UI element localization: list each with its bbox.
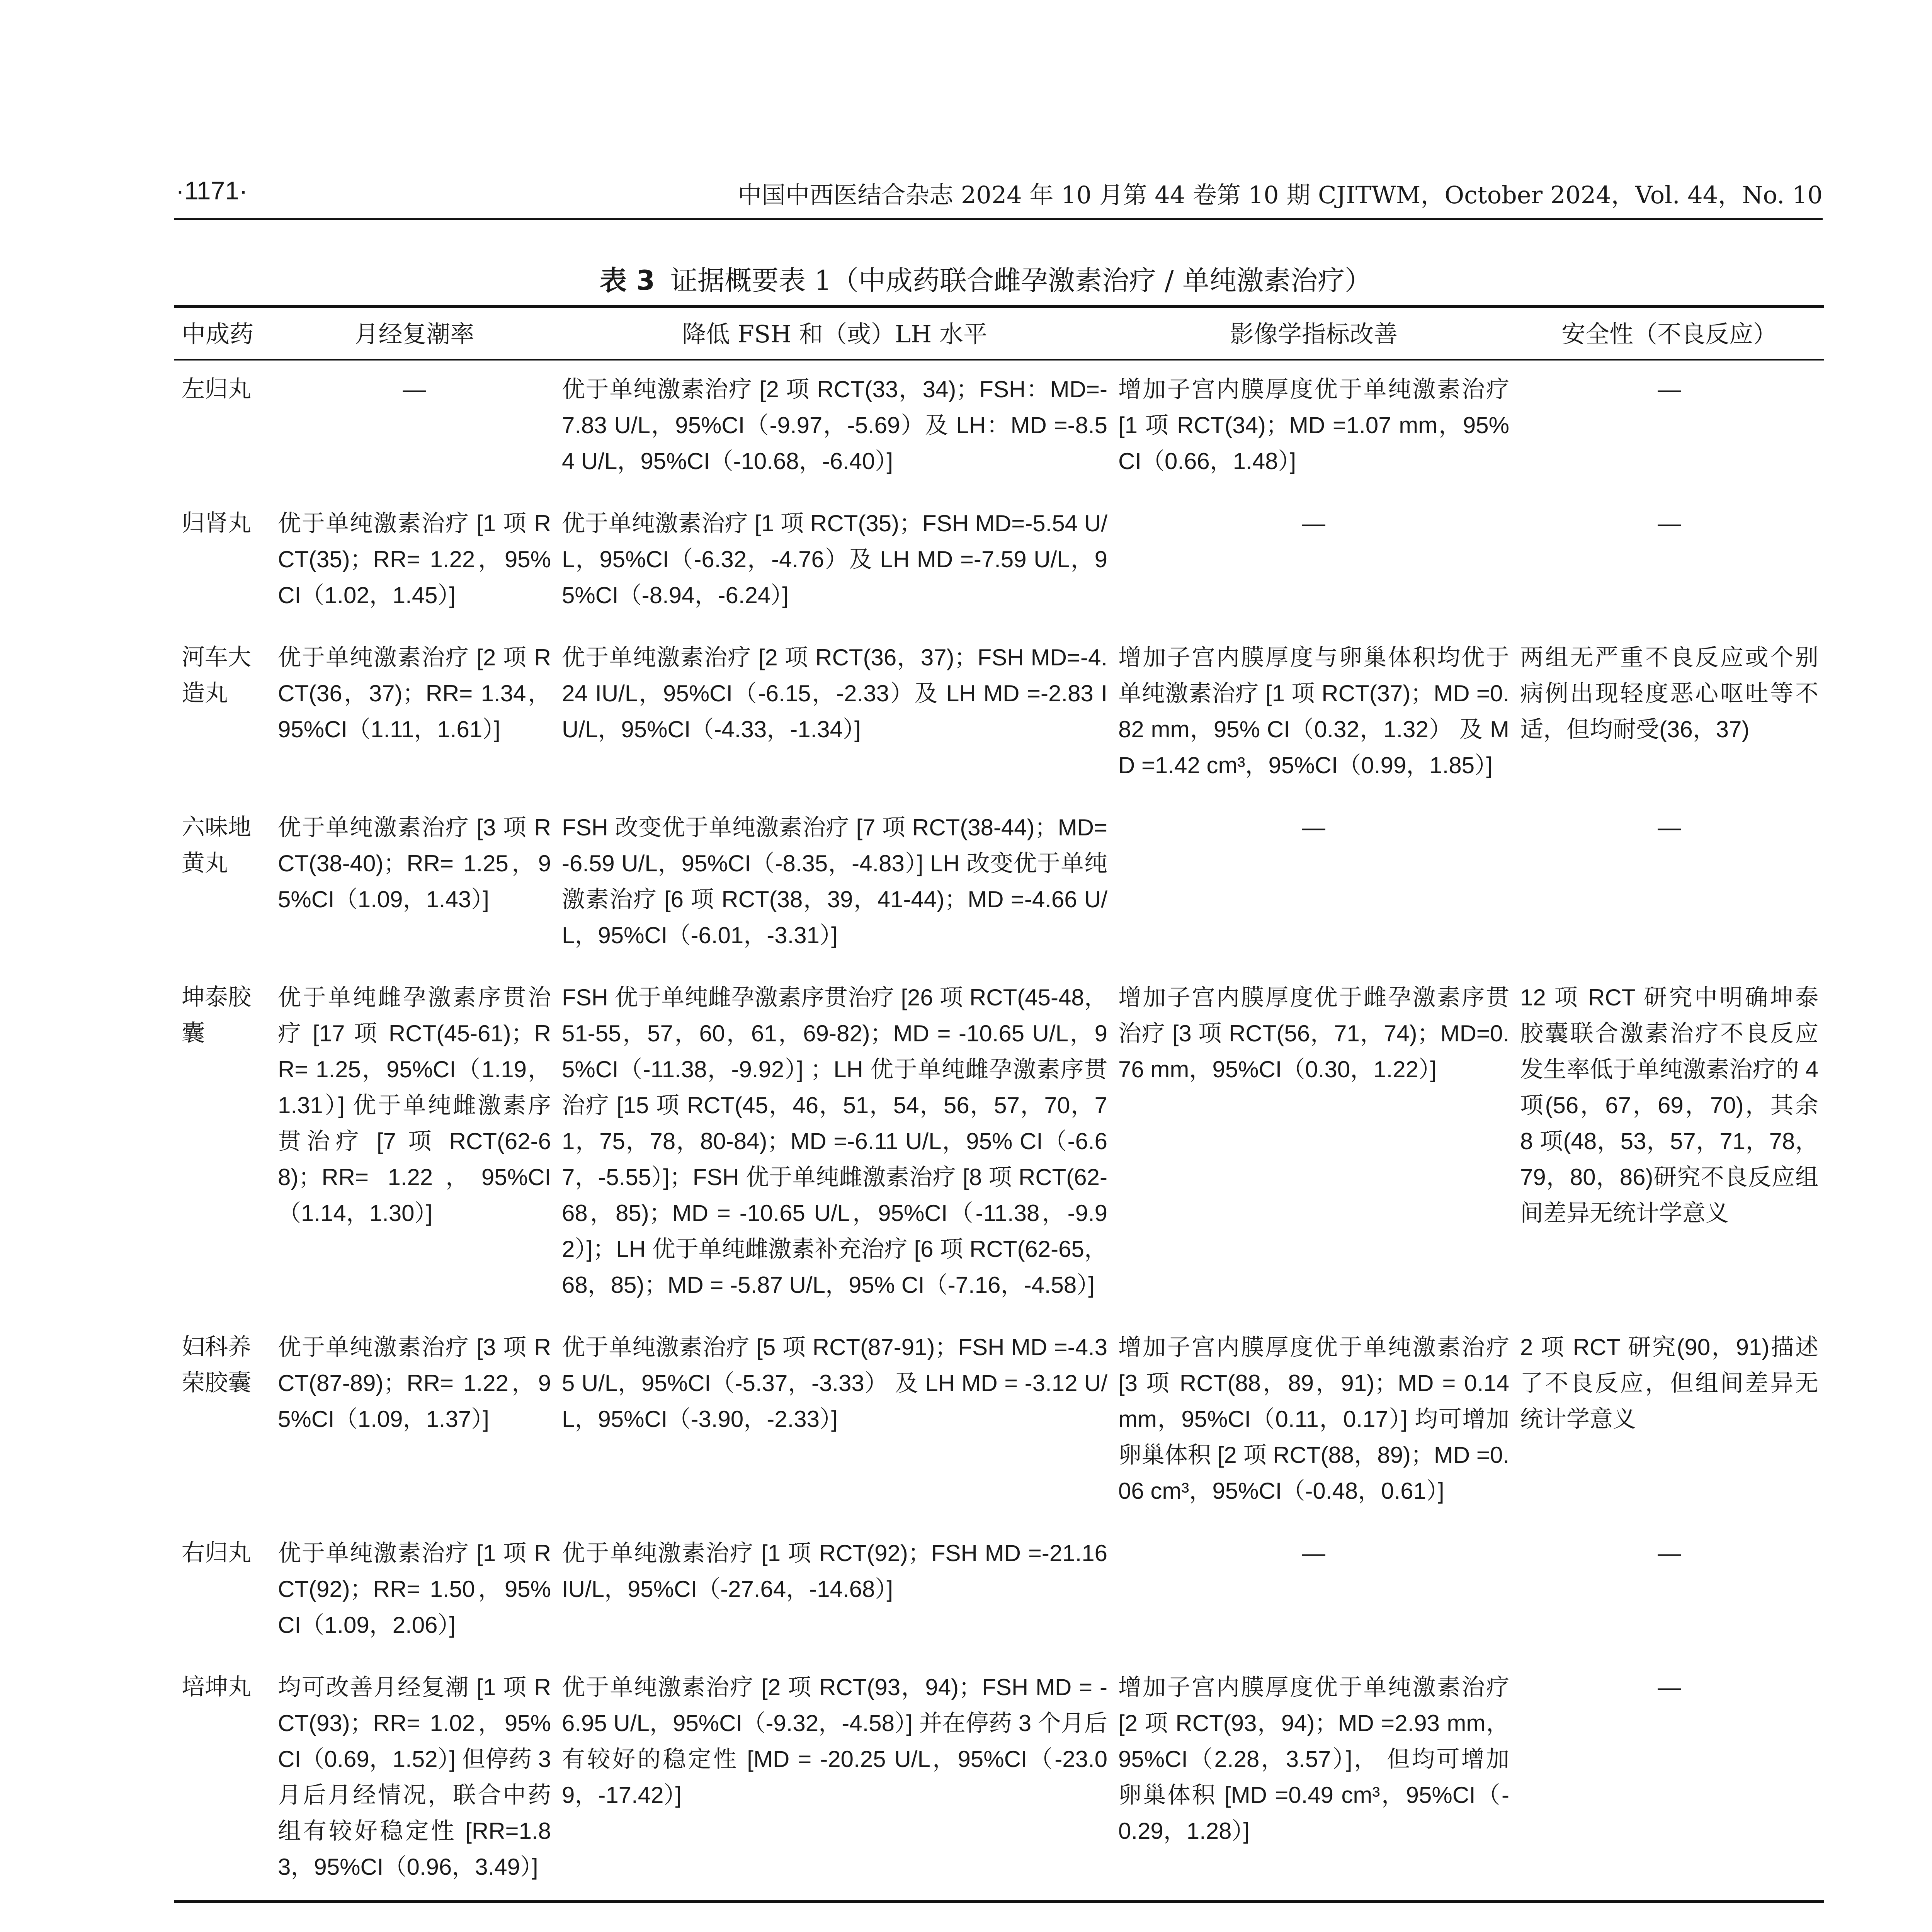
cell-fsh-lh: FSH 改变优于单纯激素治疗 [7 项 RCT(38-44)；MD=-6.59 U/L，95%CI（-8.35，-4.83）] LH 改变优于单纯激素治疗 [6 项 RCT(38，39，41-44)；MD =-4.66 U/L，95%CI（-6.01，-3.31）]	[562, 815, 1107, 949]
table-row	[174, 1524, 1824, 1658]
table-row	[174, 1318, 1824, 1524]
cell-imaging: 增加子宫内膜厚度优于单纯激素治疗 [1 项 RCT(34)；MD =1.07 mm，95%CI（0.66，1.48）]	[1118, 376, 1509, 474]
cell-safety: —	[1658, 1674, 1681, 1701]
table-label: 表 3	[600, 265, 655, 296]
cell-safety: 12 项 RCT 研究中明确坤泰胶囊联合激素治疗不良反应发生率低于单纯激素治疗的 4 项(56，67，69，70)，其余 8 项(48，53，57，71，78，79，80，86)研究不良反应组间差异无统计学意义	[1520, 985, 1818, 1226]
cell-drug: 右归丸	[182, 1539, 251, 1567]
table-row	[174, 629, 1824, 799]
cell-safety: —	[1658, 376, 1681, 403]
cell-safety: —	[1658, 1540, 1681, 1566]
cell-fsh-lh: 优于单纯激素治疗 [5 项 RCT(87-91)；FSH MD =-4.35 U/L，95%CI（-5.37，-3.33） 及 LH MD = -3.12 U/L，95%CI（-3.90，-2.33）]	[562, 1334, 1107, 1432]
cell-imaging: 增加子宫内膜厚度优于雌孕激素序贯治疗 [3 项 RCT(56，71，74)；MD=0.76 mm，95%CI（0.30，1.22）]	[1118, 985, 1509, 1083]
table-header-row	[174, 307, 1824, 360]
cell-imaging: —	[1302, 815, 1325, 841]
col-header-drug: 中成药	[174, 307, 272, 360]
cell-safety: —	[1658, 510, 1681, 537]
cell-drug: 妇科养荣胶囊	[182, 1333, 251, 1397]
table-row	[174, 360, 1824, 495]
cell-drug: 归肾丸	[182, 510, 251, 537]
cell-drug: 河车大造丸	[182, 644, 251, 707]
cell-imaging: 增加子宫内膜厚度优于单纯激素治疗 [3 项 RCT(88，89，91)；MD = 0.14 mm，95%CI（0.11，0.17）] 均可增加卵巢体积 [2 项 RCT(88，89)；MD =0.06 cm³，95%CI（-0.48，0.61）]	[1118, 1334, 1509, 1504]
header-rule	[174, 218, 1823, 220]
cell-menses: 优于单纯激素治疗 [2 项 RCT(36，37)；RR= 1.34，95%CI（1.11，1.61）]	[278, 645, 551, 743]
cell-fsh-lh: 优于单纯激素治疗 [1 项 RCT(35)；FSH MD=-5.54 U/L，95%CI（-6.32，-4.76）及 LH MD =-7.59 U/L，95%CI（-8.94，-6.24）]	[562, 510, 1107, 609]
evidence-summary-table	[174, 305, 1824, 1903]
cell-safety: 两组无严重不良反应或个别病例出现轻度恶心呕吐等不适，但均耐受(36，37)	[1520, 645, 1818, 743]
cell-imaging: 增加子宫内膜厚度与卵巢体积均优于单纯激素治疗 [1 项 RCT(37)；MD =0.82 mm，95% CI（0.32，1.32） 及 MD =1.42 cm³，95%CI（0.99，1.85）]	[1118, 645, 1509, 779]
table-caption: 证据概要表 1（中成药联合雌孕激素治疗 / 单纯激素治疗）	[670, 265, 1372, 296]
cell-menses: 优于单纯激素治疗 [1 项 RCT(35)；RR= 1.22，95%CI（1.02，1.45）]	[278, 510, 551, 609]
cell-imaging: —	[1302, 510, 1325, 537]
cell-fsh-lh: 优于单纯激素治疗 [1 项 RCT(92)；FSH MD =-21.16 IU/L，95%CI（-27.64，-14.68）]	[562, 1540, 1107, 1602]
table-row	[174, 969, 1824, 1318]
cell-safety: 2 项 RCT 研究(90，91)描述了不良反应，但组间差异无统计学意义	[1520, 1334, 1818, 1432]
cell-imaging: 增加子宫内膜厚度优于单纯激素治疗 [2 项 RCT(93，94)；MD =2.93 mm，95%CI（2.28，3.57）]， 但均可增加卵巢体积 [MD =0.49 cm³，95%CI（-0.29，1.28）]	[1118, 1674, 1509, 1844]
cell-imaging: —	[1302, 1540, 1325, 1566]
cell-menses: —	[403, 376, 426, 403]
table-row	[174, 1658, 1824, 1902]
cell-safety: —	[1658, 815, 1681, 841]
cell-menses: 优于单纯激素治疗 [3 项 RCT(87-89)；RR= 1.22，95%CI（1.09，1.37）]	[278, 1334, 551, 1432]
cell-fsh-lh: 优于单纯激素治疗 [2 项 RCT(93，94)；FSH MD = -6.95 U/L，95%CI（-9.32，-4.58）] 并在停药 3 个月后有较好的稳定性 [MD = -20.25 U/L，95%CI（-23.09，-17.42）]	[562, 1674, 1107, 1808]
cell-menses: 优于单纯激素治疗 [1 项 RCT(92)；RR= 1.50，95%CI（1.09，2.06）]	[278, 1540, 551, 1638]
journal-header: 中国中西医结合杂志 2024 年 10 月第 44 卷第 10 期 CJITWM，October 2024，Vol. 44，No. 10	[738, 181, 1823, 209]
cell-drug: 坤泰胶囊	[182, 984, 251, 1047]
cell-menses: 优于单纯雌孕激素序贯治疗 [17 项 RCT(45-61)；RR= 1.25，95%CI（1.19，1.31）] 优于单纯雌激素序贯治疗 [7 项 RCT(62-68)；RR= 1.22，95%CI（1.14，1.30）]	[278, 985, 551, 1226]
page-number: ·1171·	[176, 176, 248, 205]
cell-fsh-lh: 优于单纯激素治疗 [2 项 RCT(33，34)；FSH：MD=-7.83 U/L，95%CI（-9.97，-5.69）及 LH：MD =-8.54 U/L，95%CI（-10.68，-6.40）]	[562, 376, 1107, 474]
col-header-menses: 月经复潮率	[272, 307, 556, 360]
cell-fsh-lh: 优于单纯激素治疗 [2 项 RCT(36，37)；FSH MD=-4.24 IU/L，95%CI（-6.15，-2.33）及 LH MD =-2.83 IU/L，95%CI（-4.33，-1.34）]	[562, 645, 1107, 743]
col-header-fsh-lh: 降低 FSH 和（或）LH 水平	[556, 307, 1113, 360]
cell-drug: 六味地黄丸	[182, 814, 251, 877]
cell-drug: 左归丸	[182, 376, 251, 403]
cell-menses: 均可改善月经复潮 [1 项 RCT(93)；RR= 1.02，95%CI（0.69，1.52）] 但停药 3 月后月经情况，联合中药组有较好稳定性 [RR=1.83，95%CI（0.96，3.49）]	[278, 1674, 551, 1880]
cell-menses: 优于单纯激素治疗 [3 项 RCT(38-40)；RR= 1.25，95%CI（1.09，1.43）]	[278, 815, 551, 913]
col-header-imaging: 影像学指标改善	[1113, 307, 1515, 360]
col-header-safety: 安全性（不良反应）	[1515, 307, 1824, 360]
cell-fsh-lh: FSH 优于单纯雌孕激素序贯治疗 [26 项 RCT(45-48，51-55，57，60，61，69-82)；MD = -10.65 U/L，95%CI（-11.38，-9.92）] ；LH 优于单纯雌孕激素序贯治疗 [15 项 RCT(45，46，51，54，56，57，70，71，75，78，80-84)；MD =-6.11 U/L，95% CI（-6.67，-5.55）]；FSH 优于单纯雌激素治疗 [8 项 RCT(62-68，85)；MD = -10.65 U/L，95%CI（-11.38，-9.92）]；LH 优于单纯雌激素补充治疗 [6 项 RCT(62-65，68，85)；MD = -5.87 U/L，95% CI（-7.16，-4.58）]	[562, 985, 1107, 1298]
cell-drug: 培坤丸	[182, 1673, 251, 1701]
table-title	[0, 259, 1932, 298]
table-row	[174, 495, 1824, 629]
table-row	[174, 799, 1824, 969]
